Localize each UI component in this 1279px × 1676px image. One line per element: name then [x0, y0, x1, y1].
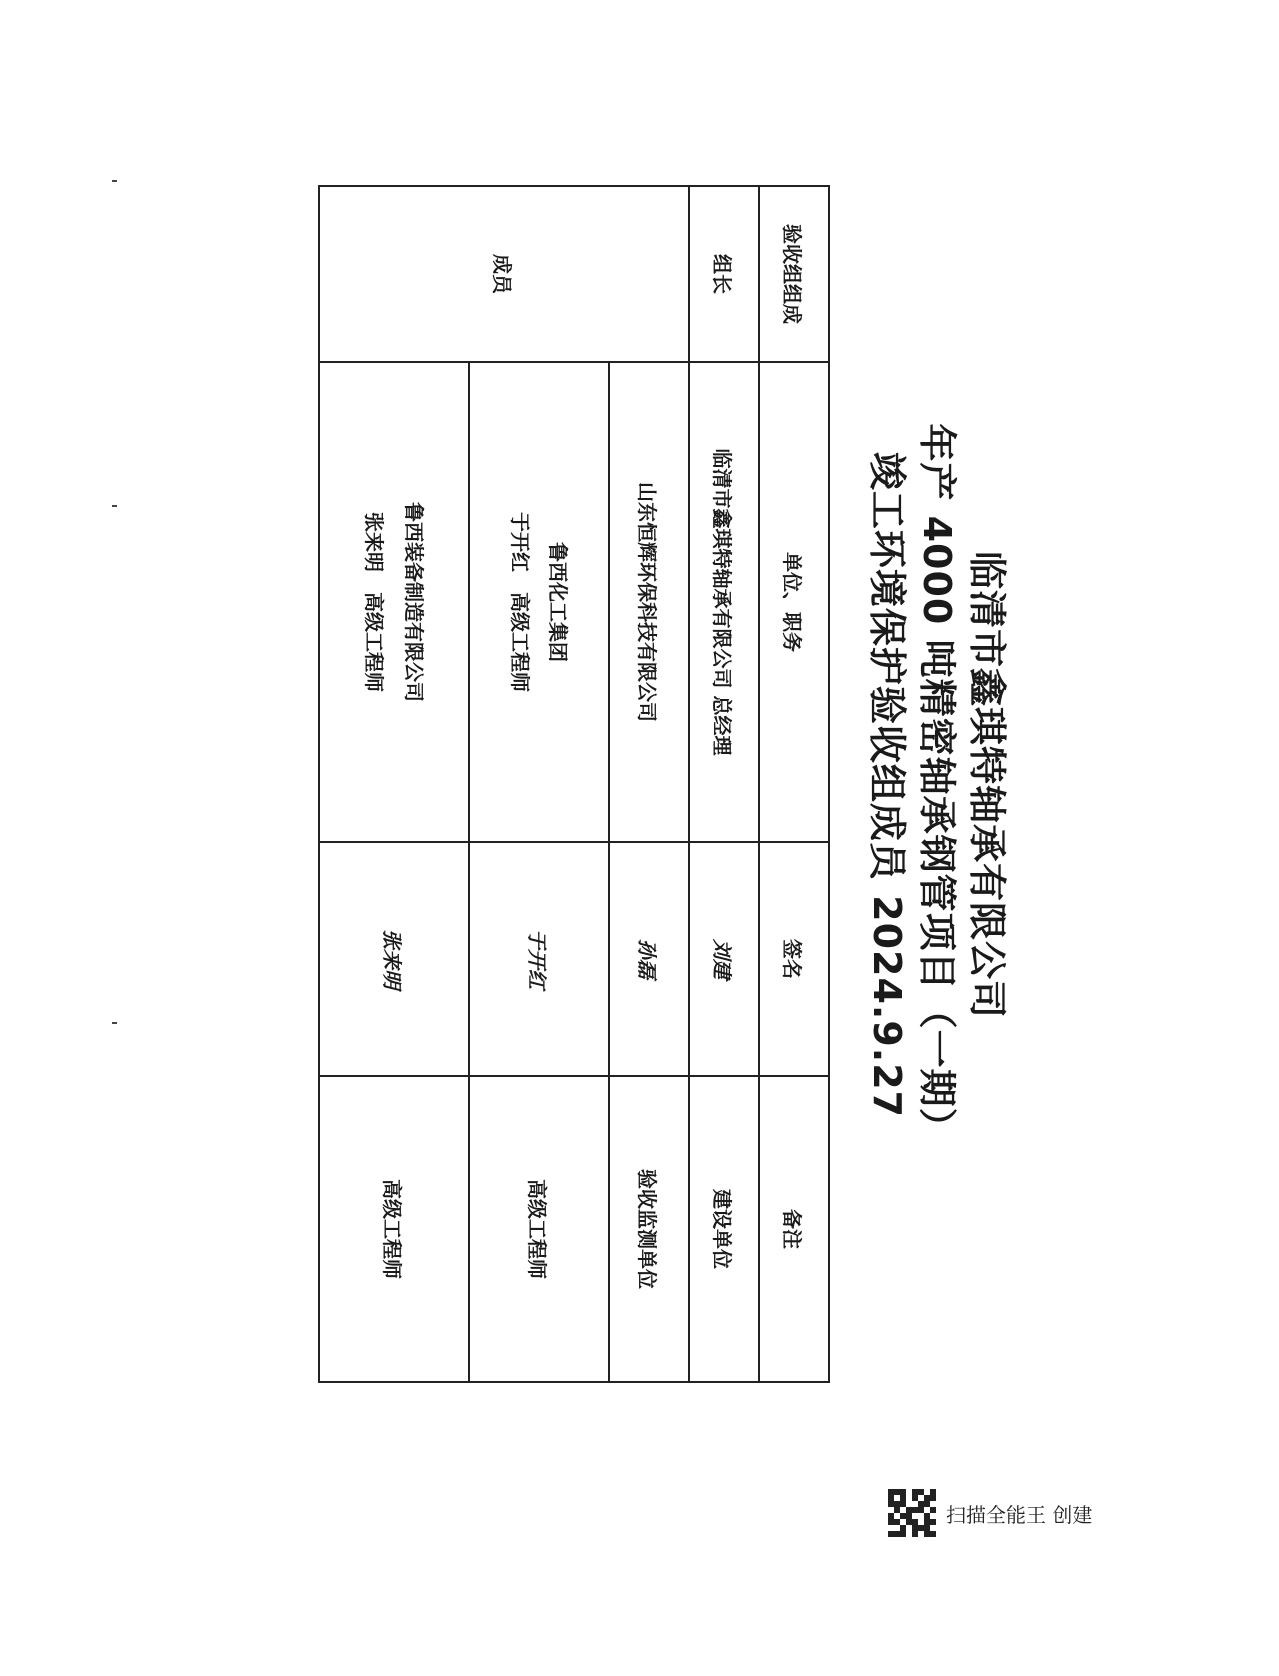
- qr-code-icon: [888, 1489, 936, 1537]
- leader-unit-position: 临清市鑫琪特轴承有限公司 总经理: [689, 362, 759, 842]
- header-remarks: 备注: [759, 1076, 829, 1382]
- header-group: 验收组组成: [759, 186, 829, 362]
- member-unit-position: 鲁西化工集团 于开红 高级工程师: [469, 362, 609, 842]
- member-signature: 于开红: [469, 842, 609, 1076]
- table-header-row: [759, 186, 829, 1382]
- member-unit-position: 鲁西装备制造有限公司 张来明 高级工程师: [319, 362, 469, 842]
- member-remarks: 高级工程师: [319, 1076, 469, 1382]
- member-remarks: 验收监测单位: [609, 1076, 689, 1382]
- member-remarks: 高级工程师: [469, 1076, 609, 1382]
- members-role: 成员: [319, 186, 689, 362]
- document-title-project: 年产 4000 吨精密轴承钢管项目（一期）: [915, 423, 959, 1147]
- document-title-company: 临清市鑫琪特轴承有限公司: [965, 550, 1009, 1019]
- scan-speck: [112, 180, 117, 182]
- acceptance-team-table: [318, 185, 830, 1383]
- leader-row: [689, 186, 759, 1382]
- member-unit-position: 山东恒辉环保科技有限公司: [609, 362, 689, 842]
- member-row: [609, 186, 689, 1382]
- member-signature: 孙磊: [609, 842, 689, 1076]
- document-title-committee: 竣工环境保护验收组成员 2024.9.27: [865, 451, 909, 1119]
- leader-role: 组长: [689, 186, 759, 362]
- scanner-watermark: [888, 1488, 1092, 1538]
- header-signature: 签名: [759, 842, 829, 1076]
- header-unit-position: 单位、职务: [759, 362, 829, 842]
- member-signature: 张来明: [319, 842, 469, 1076]
- scan-speck: [112, 1022, 117, 1024]
- scan-speck: [112, 505, 117, 507]
- rotated-document: [362, 185, 1010, 1385]
- member-row: [319, 186, 469, 1382]
- leader-signature: 刘建: [689, 842, 759, 1076]
- member-row: [469, 186, 609, 1382]
- scanner-text: 扫描全能王 创建: [946, 1502, 1093, 1527]
- leader-remarks: 建设单位: [689, 1076, 759, 1382]
